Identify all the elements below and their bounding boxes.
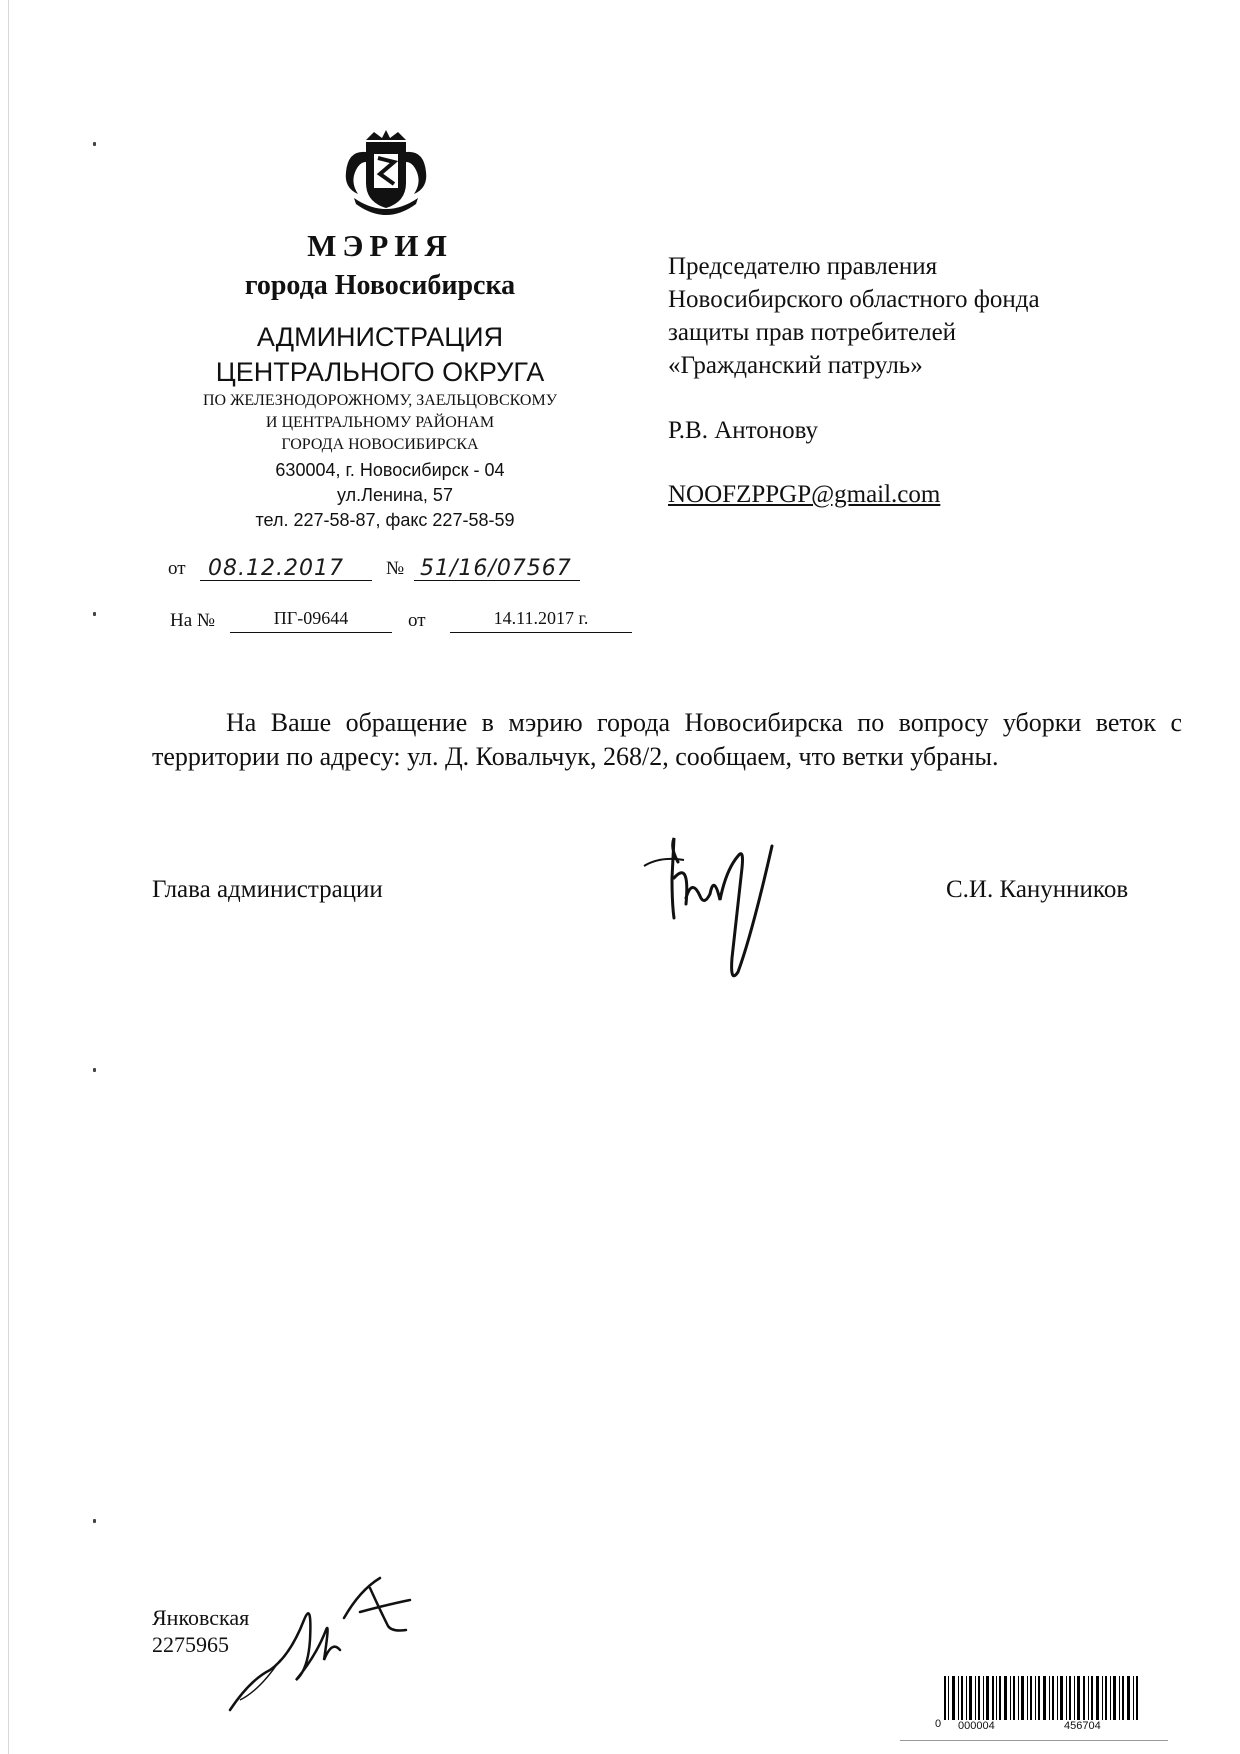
scan-dot	[93, 142, 96, 146]
recipient-line1: Председателю правления	[668, 253, 938, 280]
org-title: МЭРИЯ	[307, 228, 453, 263]
incoming-date-label: от	[408, 610, 426, 631]
scan-dot	[93, 1068, 96, 1072]
incoming-number-label: На №	[170, 610, 216, 631]
recipient-line2: Новосибирского областного фонда	[668, 286, 1040, 313]
barcode-number-part2: 456704	[1064, 1720, 1101, 1732]
recipient-email-link[interactable]: NOOFZPPGP@gmail.com	[668, 481, 941, 508]
recipient-line4: «Гражданский патруль»	[668, 352, 923, 379]
barcode-prefix: 0	[935, 1718, 942, 1730]
admin-title-line1: АДМИНИСТРАЦИЯ	[256, 322, 504, 352]
outgoing-number-field	[414, 556, 580, 581]
scan-dot	[93, 612, 96, 616]
signatory-title: Глава администрации	[152, 876, 383, 903]
barcode-number-part1: 000004	[958, 1720, 995, 1732]
scan-edge-line	[8, 0, 9, 1754]
outgoing-date-field	[200, 556, 372, 581]
outgoing-date-label: от	[168, 558, 186, 579]
outgoing-number-value: 51/16/07567	[420, 556, 572, 581]
handwritten-signature	[634, 808, 834, 998]
barcode	[932, 1676, 1144, 1720]
address-street: ул.Ленина, 57	[337, 485, 453, 505]
districts-line3: ГОРОДА НОВОСИБИРСКА	[281, 436, 479, 453]
incoming-date-value: 14.11.2017 г.	[450, 608, 632, 633]
outgoing-date-value: 08.12.2017	[208, 556, 344, 581]
admin-title-line2: ЦЕНТРАЛЬНОГО ОКРУГА	[215, 357, 545, 387]
executor-name: Янковская	[152, 1605, 250, 1630]
city-title: города Новосибирска	[244, 270, 516, 301]
scan-dot	[93, 1519, 96, 1523]
bottom-rule	[900, 1740, 1168, 1741]
districts-line1: ПО ЖЕЛЕЗНОДОРОЖНОМУ, ЗАЕЛЬЦОВСКОМУ	[202, 392, 558, 409]
recipient-name: Р.В. Антонову	[668, 417, 819, 444]
phone-fax: тел. 227-58-87, факс 227-58-59	[255, 510, 515, 530]
city-coat-of-arms-emblem	[336, 128, 436, 228]
executor-phone: 2275965	[152, 1632, 229, 1657]
signatory-name: С.И. Канунников	[946, 876, 1129, 903]
recipient-line3: защиты прав потребителей	[668, 319, 957, 346]
address-postal: 630004, г. Новосибирск - 04	[275, 460, 505, 480]
districts-line2: И ЦЕНТРАЛЬНОМУ РАЙОНАМ	[265, 414, 495, 431]
incoming-number-value: ПГ-09644	[230, 608, 392, 633]
outgoing-number-label: №	[386, 558, 405, 579]
letter-body-paragraph: На Ваше обращение в мэрию города Новосибирска по вопросу уборки веток с территории по адресу: ул. Д. Ковальчук, 268/2, сообщаем, что ветки убраны.	[152, 708, 1182, 771]
executor-signature	[220, 1560, 470, 1730]
